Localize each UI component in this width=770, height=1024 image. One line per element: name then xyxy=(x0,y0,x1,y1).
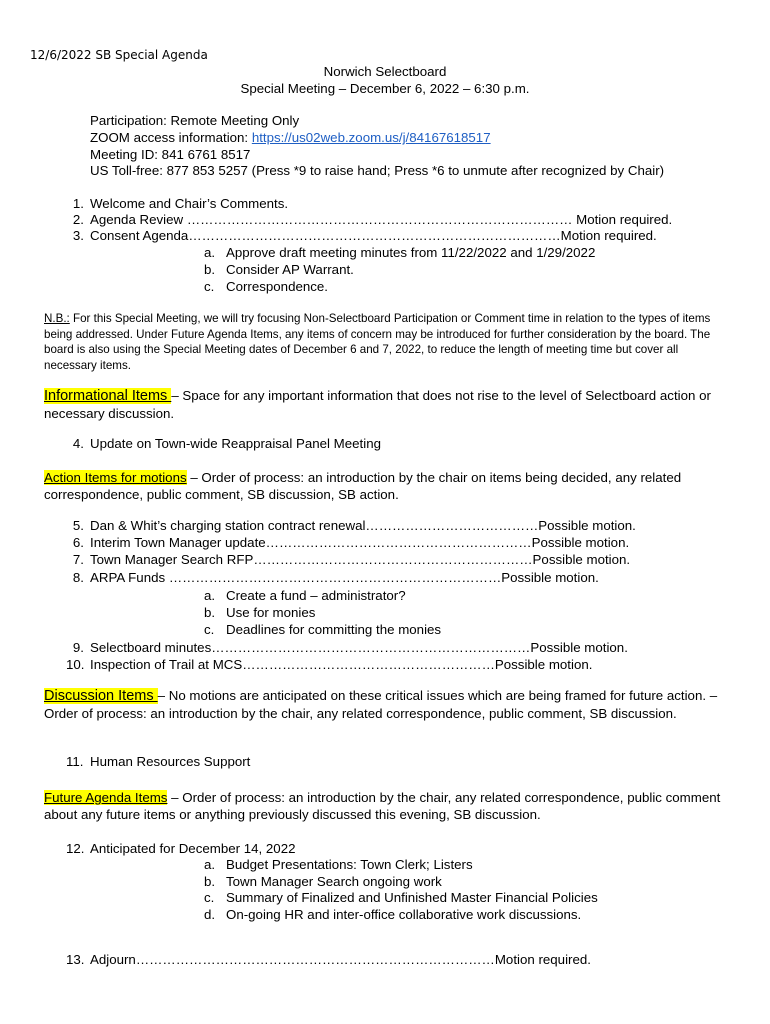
item-text: Adjourn………………………………………………………………………Motion required. xyxy=(90,952,591,967)
item-number: 10. xyxy=(66,657,85,672)
discussion-section xyxy=(44,687,734,722)
agenda-item-7 xyxy=(60,552,630,568)
sub-letter: a. xyxy=(204,588,216,603)
informational-heading: Informational Items xyxy=(44,388,172,404)
sub-letter: a. xyxy=(204,245,216,260)
sub-letter: c. xyxy=(204,622,215,637)
agenda-item-10 xyxy=(66,657,592,673)
agenda-item-3 xyxy=(60,228,657,244)
future-sub-b xyxy=(204,874,442,890)
agenda-item-4 xyxy=(60,436,381,452)
action-text: – Order of process: an introduction by the chair on items being decided, any related correspondence, public comment, SB discussion, SB action. xyxy=(44,470,682,502)
item-text: Human Resources Support xyxy=(90,754,251,769)
item-text: Interim Town Manager update……………………………………………………Possible motion. xyxy=(90,535,630,550)
item-number: 12. xyxy=(66,841,85,856)
item-text: Update on Town-wide Reappraisal Panel Meeting xyxy=(90,436,381,451)
item-text: Inspection of Trail at MCS…………………………………………………Possible motion. xyxy=(90,657,593,672)
sub-letter: d. xyxy=(204,907,216,922)
item-number: 8. xyxy=(72,570,84,585)
item-text: Welcome and Chair’s Comments. xyxy=(90,196,289,211)
arpa-sub-c xyxy=(204,622,441,638)
item-text: Selectboard minutes………………………………………………………………Possible motion. xyxy=(90,640,628,655)
arpa-sub-a xyxy=(204,588,406,604)
sub-letter: b. xyxy=(204,605,216,620)
item-number: 5. xyxy=(72,518,84,533)
sub-letter: b. xyxy=(204,874,216,889)
org-title: Norwich Selectboard xyxy=(323,64,447,79)
agenda-item-9 xyxy=(60,640,628,656)
sub-text: Town Manager Search ongoing work xyxy=(226,874,442,889)
nb-text: For this Special Meeting, we will try focusing Non-Selectboard Participation or Comment time in relation to the types of items being addressed. Under Future Agenda Items, any items of concern may be introduced for further consideration by the board. The board is also using the Special Meeting dates of December 6 and 7, 2022, to reduce the length of meeting time but cover all necessary items. xyxy=(44,312,711,372)
item-text: Anticipated for December 14, 2022 xyxy=(90,841,296,856)
action-heading: Action Items for motions xyxy=(44,470,187,485)
consent-sub-c xyxy=(204,279,328,295)
future-sub-a xyxy=(204,857,473,873)
item-number: 13. xyxy=(66,952,85,967)
agenda-item-11 xyxy=(66,754,250,770)
consent-sub-a xyxy=(204,245,595,261)
future-sub-d xyxy=(204,907,581,923)
item-text: Consent Agenda…………………………………………………………………………Motion required. xyxy=(90,228,657,243)
meeting-title: Special Meeting – December 6, 2022 – 6:30 p.m. xyxy=(240,81,530,96)
future-heading: Future Agenda Items xyxy=(44,790,168,805)
item-text: Town Manager Search RFP………………………………………………………Possible motion. xyxy=(90,552,631,567)
discussion-heading: Discussion Items xyxy=(44,688,158,704)
agenda-item-6 xyxy=(60,535,629,551)
sub-letter: a. xyxy=(204,857,216,872)
future-sub-c xyxy=(204,890,598,906)
item-number: 11. xyxy=(66,754,84,769)
item-number: 2. xyxy=(72,212,84,227)
arpa-sub-b xyxy=(204,605,315,621)
sub-text: Use for monies xyxy=(226,605,316,620)
zoom-info xyxy=(90,130,491,146)
future-text: – Order of process: an introduction by the chair, any related correspondence, public comment about any future items or anything previously discussed this evening, SB discussion. xyxy=(44,790,721,822)
sub-text: Summary of Finalized and Unfinished Master Financial Policies xyxy=(226,890,598,905)
item-number: 1. xyxy=(72,196,84,211)
agenda-item-2 xyxy=(60,212,672,228)
zoom-link[interactable]: https://us02web.zoom.us/j/84167618517 xyxy=(251,130,491,145)
informational-text: – Space for any important information that does not rise to the level of Selectboard action or necessary discussion. xyxy=(44,388,711,421)
sub-text: Deadlines for committing the monies xyxy=(226,622,442,637)
sub-text: Budget Presentations: Town Clerk; Listers xyxy=(226,857,473,872)
item-text: ARPA Funds …………………………………………………………………Possible motion. xyxy=(90,570,599,585)
nb-note xyxy=(44,311,734,373)
item-number: 6. xyxy=(72,535,84,550)
item-number: 9. xyxy=(72,640,84,655)
sub-letter: b. xyxy=(204,262,216,277)
item-text: Dan & Whit’s charging station contract renewal…………………………………Possible motion. xyxy=(90,518,636,533)
agenda-item-5 xyxy=(60,518,636,534)
agenda-item-12 xyxy=(66,841,296,857)
agenda-item-13 xyxy=(66,952,591,968)
sub-text: Create a fund – administrator? xyxy=(226,588,406,603)
sub-text: Consider AP Warrant. xyxy=(226,262,354,277)
informational-section xyxy=(44,387,734,422)
zoom-label: ZOOM access information: xyxy=(90,130,252,145)
agenda-item-1 xyxy=(60,196,288,212)
agenda-item-8 xyxy=(60,570,599,586)
nb-label: N.B.: xyxy=(44,312,70,325)
sub-text: Correspondence. xyxy=(226,279,329,294)
item-number: 4. xyxy=(72,436,84,451)
sub-letter: c. xyxy=(204,279,215,294)
meeting-id: Meeting ID: 841 6761 8517 xyxy=(90,147,251,162)
sub-text: On-going HR and inter-office collaborative work discussions. xyxy=(226,907,582,922)
item-number: 3. xyxy=(72,228,84,243)
sub-letter: c. xyxy=(204,890,215,905)
item-text: Agenda Review …………………………………………………………………………… Motion required. xyxy=(90,212,673,227)
tollfree-info: US Toll-free: 877 853 5257 (Press *9 to raise hand; Press *6 to unmute after recognized by Chair) xyxy=(90,163,665,178)
future-section xyxy=(44,789,734,823)
discussion-text: – No motions are anticipated on these critical issues which are being framed for future action. – Order of process: an introduction by the chair, any related correspondence, public comment, SB discussion. xyxy=(44,688,718,721)
page-header-line: 12/6/2022 SB Special Agenda xyxy=(30,48,208,62)
action-section xyxy=(44,469,734,503)
consent-sub-b xyxy=(204,262,354,278)
participation-mode: Participation: Remote Meeting Only xyxy=(90,113,300,128)
sub-text: Approve draft meeting minutes from 11/22/2022 and 1/29/2022 xyxy=(226,245,596,260)
item-number: 7. xyxy=(72,552,84,567)
